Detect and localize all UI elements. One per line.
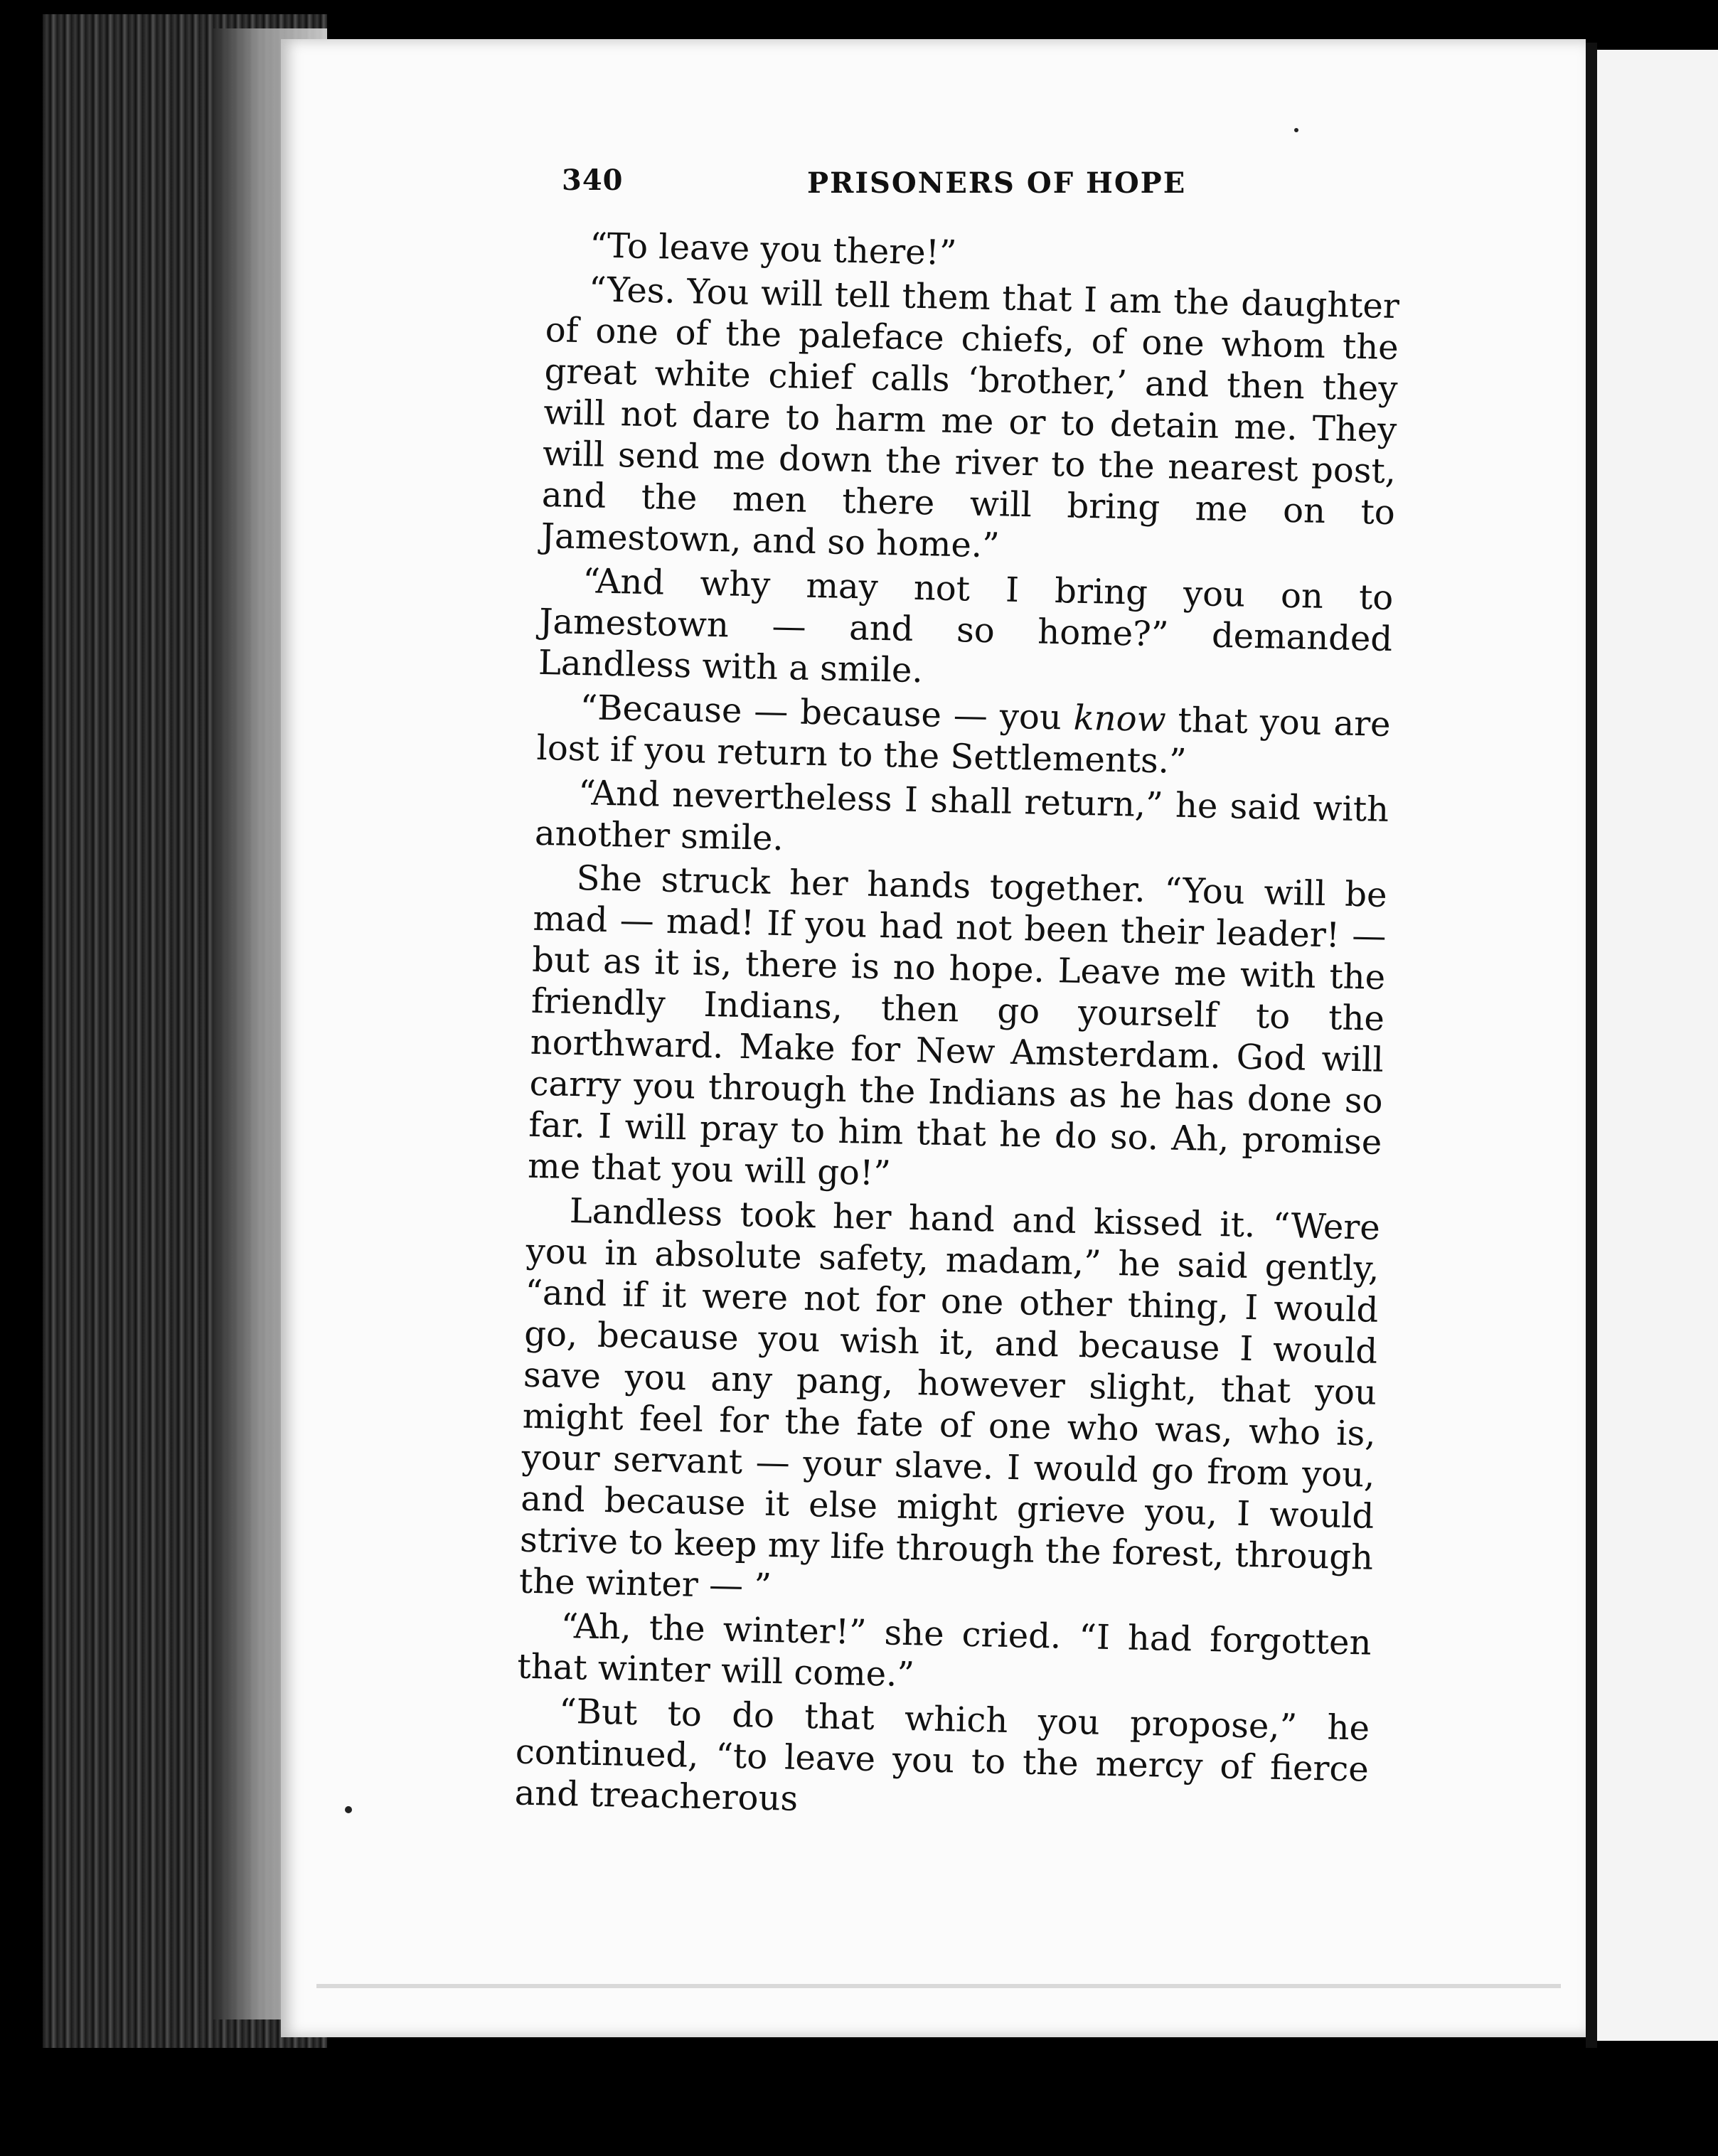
ink-speck	[1294, 128, 1298, 132]
paragraph: “Ah, the winter!” she cried. “I had forgotten that winter will come.”	[516, 1606, 1372, 1695]
paragraph-text: “Because — because — you	[580, 688, 1074, 738]
facing-page-strip	[1597, 50, 1718, 2041]
running-title: PRISONERS OF HOPE	[807, 166, 1187, 200]
paragraph: “But to do that which you propose,” he continued, “to leave you to the mercy of fierce and treacherous	[514, 1691, 1370, 1819]
paragraph: “And nevertheless I shall return,” he said with another smile.	[534, 773, 1389, 859]
paragraph-text: that you are lost if you return to the Settlements.”	[535, 700, 1392, 781]
paragraph: She struck her hands together. “You will be mad — mad! If you had not been their leader! — but as it is, there is no hope. Leave me with the friendly Indians, then go yourself to the northward. Make for New Amsterdam. God will carry you through the Indians as he has done so far. I will pray to him that he do so. Ah, promise me that you will go!”	[527, 858, 1388, 1194]
paragraph: “To leave you there!”	[589, 225, 957, 274]
facing-page-gutter	[1586, 43, 1597, 2048]
paragraph	[536, 686, 1391, 786]
body-text	[514, 224, 1401, 1832]
page-header	[562, 164, 1401, 213]
emphasized-word: know	[1073, 698, 1167, 740]
paragraph: “Yes. You will tell them that I am the daughter of one of the paleface chiefs, of one whom the great white chief calls ‘brother,’ and then they will not dare to harm me or to detain me. They will send me down the river to the nearest post, and the men there will bring me on to Jamestown, and so home.”	[540, 270, 1400, 566]
page-number: 340	[562, 164, 624, 197]
paragraph: Landless took her hand and kissed it. “Were you in absolute safety, madam,” he said gently, “and if it were not for one other thing, I would go, because you wish it, and because I would save you any pang, however slight, that you might feel for the fate of one who was, who is, your servant — your slave. I would go from you, and because it else might grieve you, I would strive to keep my life through the forest, through the winter — ”	[518, 1190, 1381, 1607]
page-bottom-edge	[316, 1984, 1561, 1988]
paragraph: “And why may not I bring you on to Jamestown — and so home?” demanded Landless with a smile.	[538, 561, 1394, 691]
ink-speck	[345, 1806, 352, 1813]
